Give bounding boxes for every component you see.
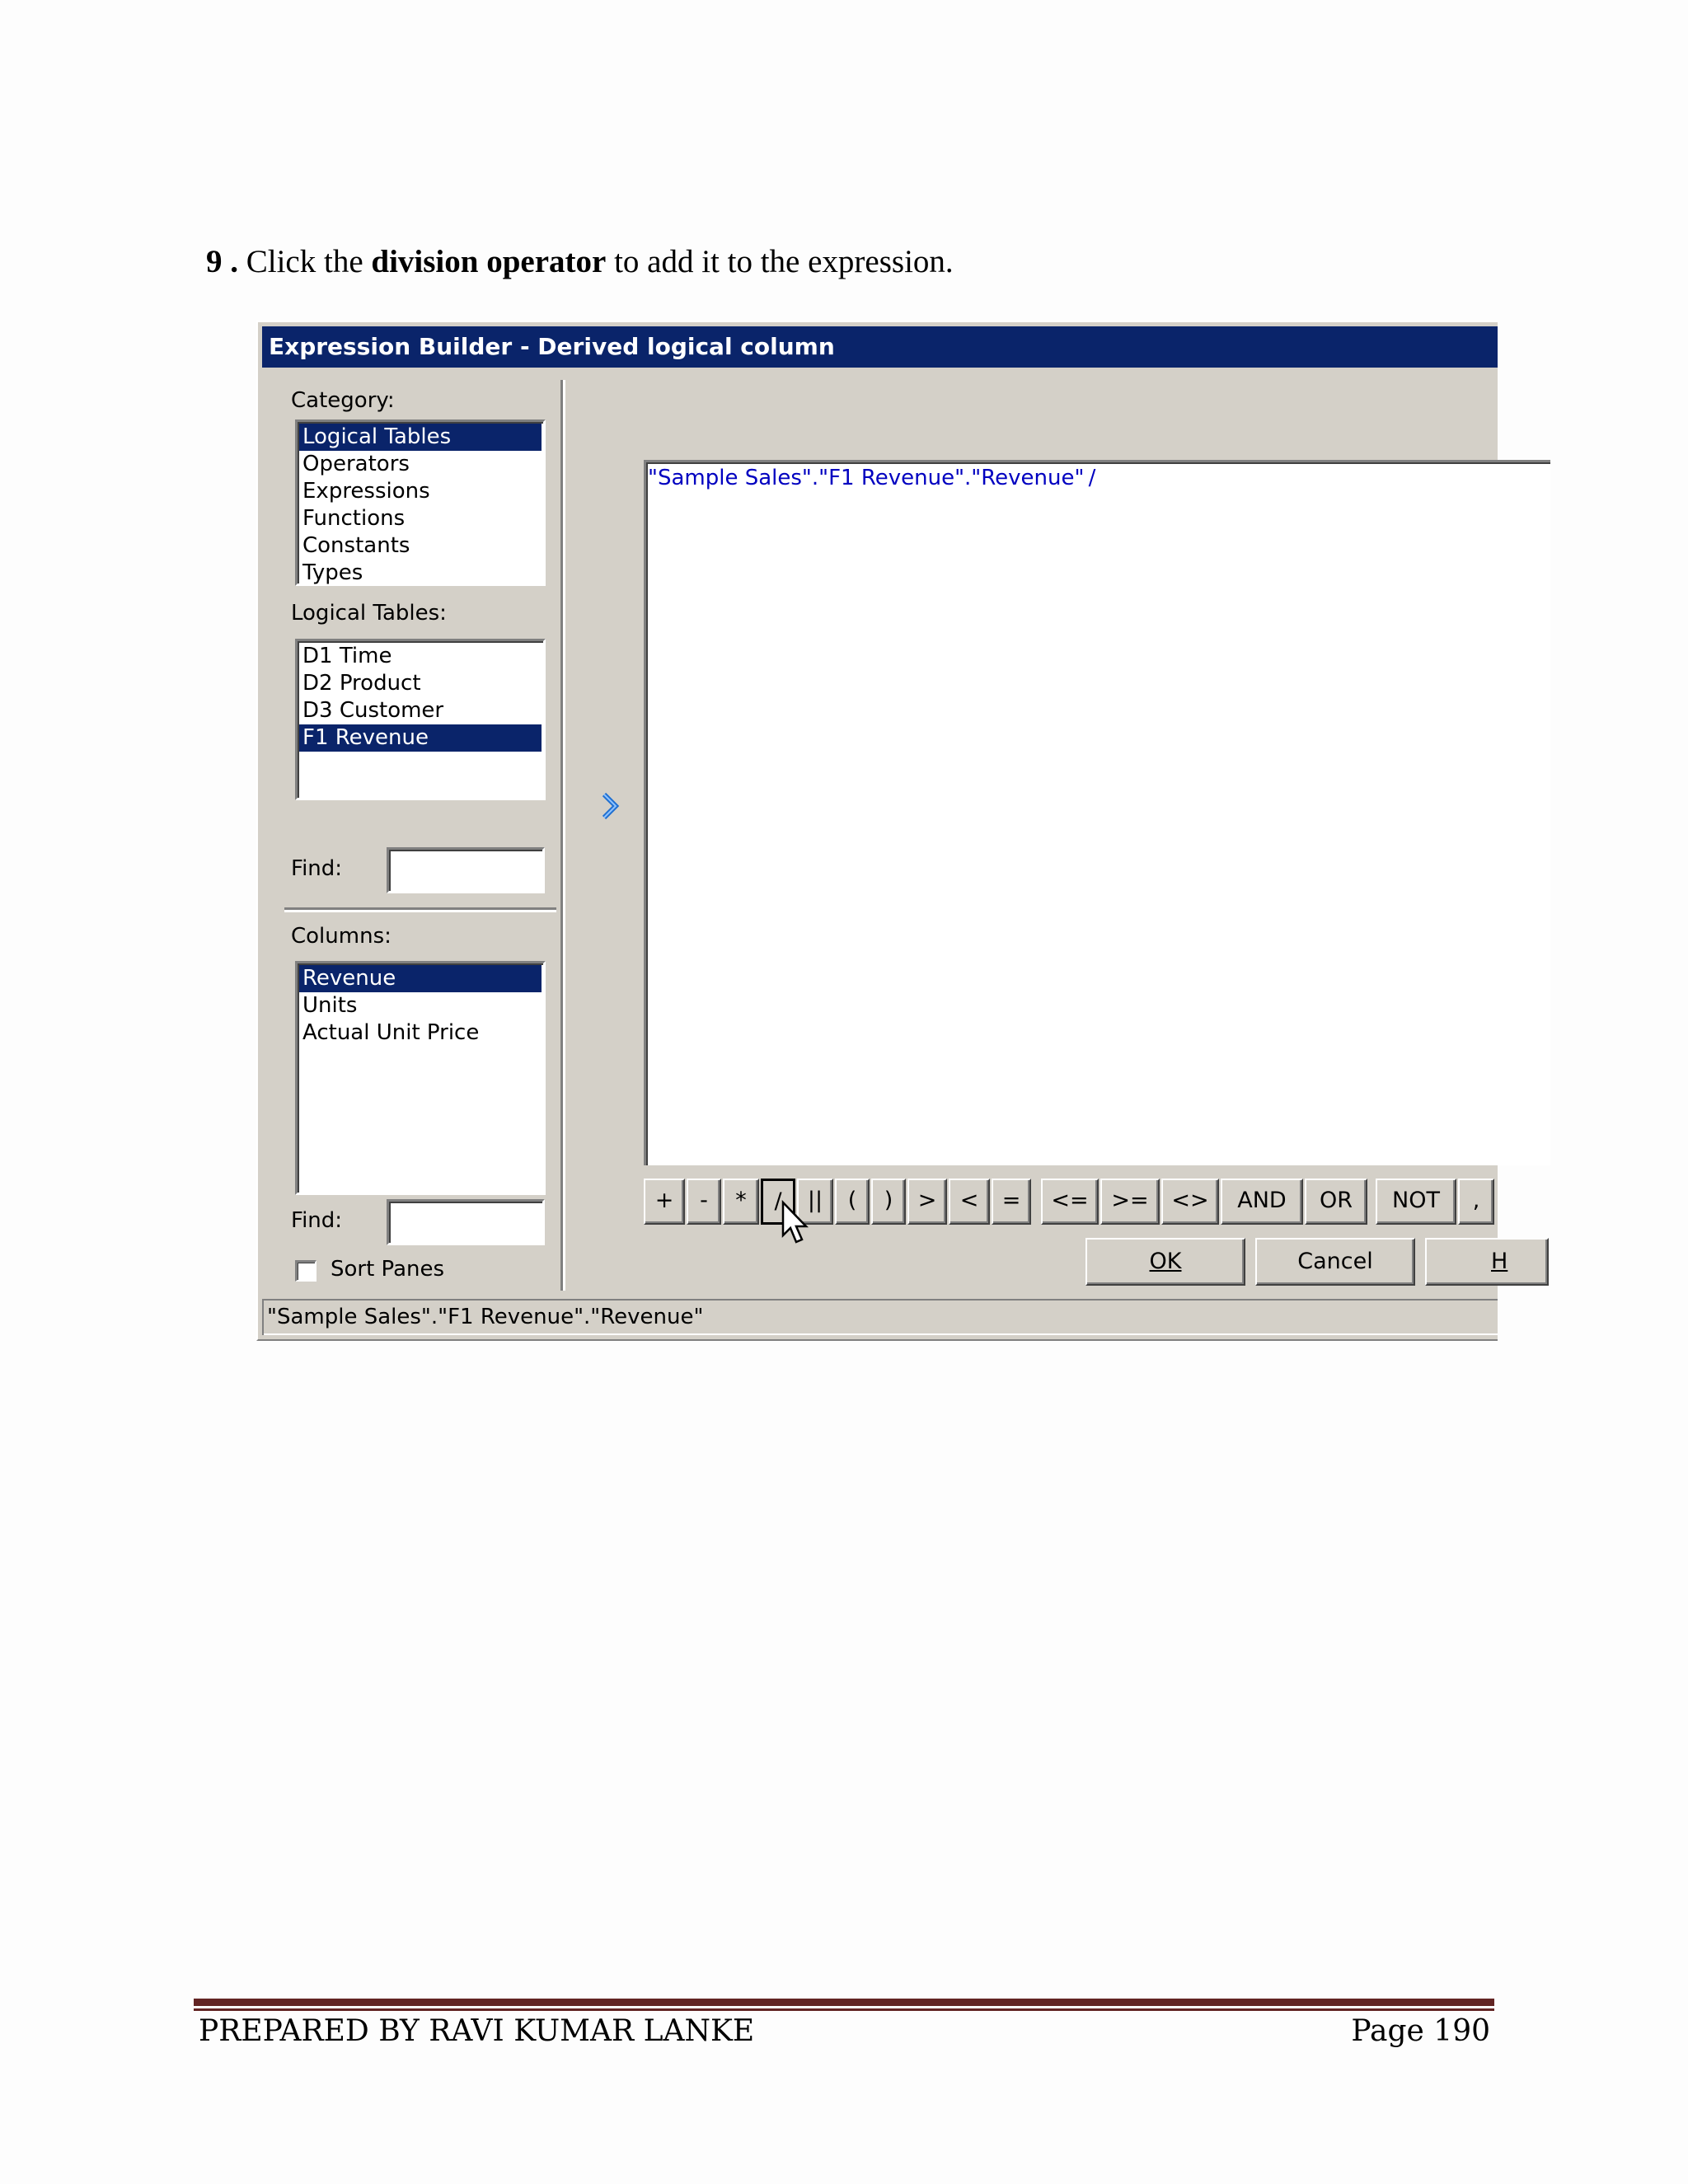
category-list[interactable]: [295, 419, 546, 586]
column-item[interactable]: Revenue: [299, 965, 542, 992]
cancel-button[interactable]: [1255, 1238, 1415, 1286]
expression-operator: /: [1088, 466, 1096, 490]
category-item[interactable]: Types: [302, 560, 363, 585]
footer-rule-thin: [194, 2008, 1494, 2011]
mouse-pointer-icon: [781, 1201, 814, 1250]
columns-list[interactable]: [295, 961, 546, 1195]
category-item[interactable]: Constants: [302, 533, 410, 558]
category-item[interactable]: Logical Tables: [299, 424, 542, 451]
less-than-button[interactable]: <: [949, 1179, 990, 1225]
logical-table-item[interactable]: D3 Customer: [302, 698, 444, 723]
expression-editor[interactable]: [644, 460, 1550, 1165]
help-button-label: H: [1491, 1249, 1508, 1274]
expression-builder-dialog: [256, 321, 1508, 1341]
insert-arrow-icon[interactable]: [596, 790, 629, 823]
close-paren-button[interactable]: ): [871, 1179, 906, 1225]
status-bar: "Sample Sales"."F1 Revenue"."Revenue": [262, 1299, 1498, 1335]
plus-operator-button[interactable]: +: [644, 1179, 685, 1225]
logical-table-item[interactable]: D1 Time: [302, 644, 392, 668]
greater-equal-button[interactable]: >=: [1100, 1179, 1160, 1225]
open-paren-button[interactable]: (: [835, 1179, 870, 1225]
logical-table-item[interactable]: D2 Product: [302, 671, 421, 696]
category-item[interactable]: Operators: [302, 452, 410, 476]
category-item[interactable]: Functions: [302, 506, 406, 531]
greater-than-button[interactable]: >: [907, 1179, 947, 1225]
step-text-after: to add it to the expression.: [614, 244, 954, 279]
and-operator-button[interactable]: AND: [1221, 1179, 1303, 1225]
footer-rule: [194, 1999, 1494, 2006]
footer-author: PREPARED BY RAVI KUMAR LANKE: [199, 2014, 755, 2048]
find-label: Find:: [291, 1208, 343, 1233]
sort-panes-checkbox[interactable]: [295, 1260, 316, 1282]
ok-button-label: OK: [1149, 1249, 1182, 1274]
or-operator-button[interactable]: OR: [1305, 1179, 1367, 1225]
minus-operator-button[interactable]: -: [687, 1179, 721, 1225]
less-equal-button[interactable]: <=: [1041, 1179, 1099, 1225]
multiply-operator-button[interactable]: *: [723, 1179, 759, 1225]
equals-button[interactable]: =: [992, 1179, 1031, 1225]
pane-divider[interactable]: [284, 907, 556, 912]
help-button[interactable]: [1425, 1238, 1549, 1286]
find-label: Find:: [291, 856, 343, 881]
comma-button[interactable]: ,: [1458, 1179, 1494, 1225]
category-label: Category:: [291, 388, 395, 413]
concat-operator-button[interactable]: ||: [797, 1179, 833, 1225]
sort-panes-label: Sort Panes: [331, 1257, 445, 1282]
expression-text: "Sample Sales"."F1 Revenue"."Revenue": [648, 466, 1085, 490]
step-bold-text: division operator: [371, 244, 607, 279]
cancel-button-label: Cancel: [1297, 1249, 1373, 1274]
not-equal-button[interactable]: <>: [1161, 1179, 1219, 1225]
column-item[interactable]: Units: [302, 993, 358, 1018]
logical-tables-label: Logical Tables:: [291, 601, 447, 626]
footer-page-number: Page 190: [1351, 2014, 1490, 2048]
logical-table-item[interactable]: F1 Revenue: [299, 724, 542, 752]
column-item[interactable]: Actual Unit Price: [302, 1020, 480, 1045]
ok-button[interactable]: [1085, 1238, 1245, 1286]
dialog-title: Expression Builder - Derived logical column: [262, 326, 1498, 368]
category-item[interactable]: Expressions: [302, 479, 430, 504]
step-number: 9 .: [206, 244, 238, 279]
step-text-before: Click the: [246, 244, 363, 279]
not-operator-button[interactable]: NOT: [1376, 1179, 1456, 1225]
find-input[interactable]: [387, 1199, 545, 1245]
logical-tables-list[interactable]: [295, 639, 546, 800]
step-instruction: [206, 243, 954, 280]
divide-operator-button[interactable]: /: [761, 1179, 795, 1225]
find-input[interactable]: [387, 847, 545, 893]
splitter[interactable]: [560, 380, 565, 1291]
columns-label: Columns:: [291, 924, 392, 949]
